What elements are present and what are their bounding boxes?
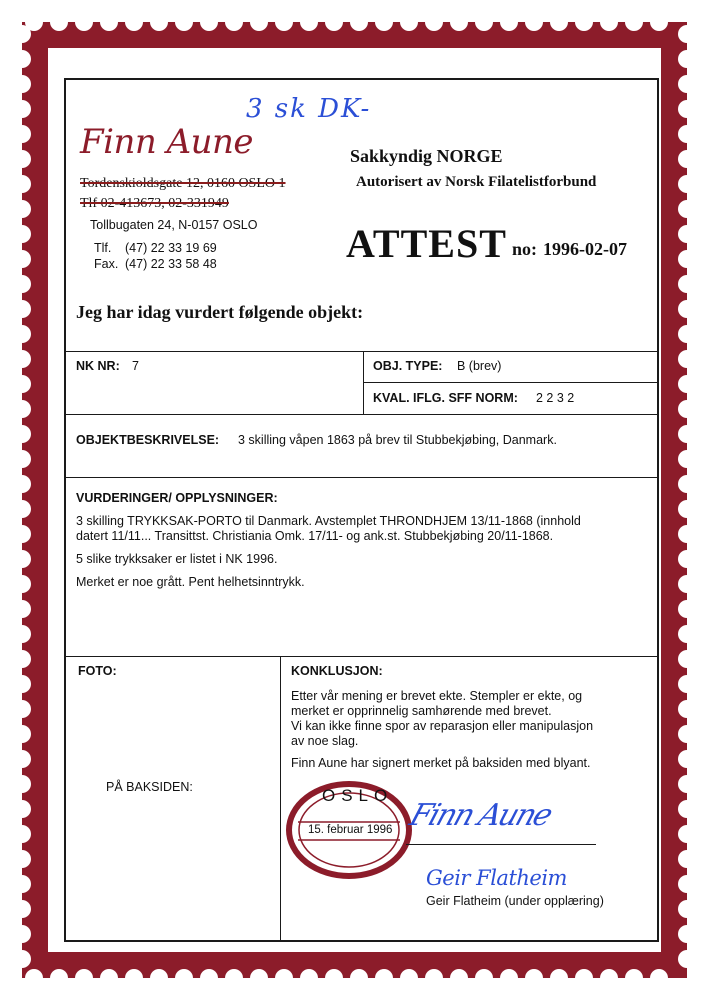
- table-rule: [66, 477, 657, 478]
- seal-city: OSLO: [322, 786, 394, 805]
- conclusion-line: av noe slag.: [291, 734, 359, 748]
- handwritten-note: 3 sk DK-: [246, 94, 372, 124]
- table-rule: [66, 656, 657, 657]
- fax-number: (47) 22 33 58 48: [125, 257, 217, 271]
- signature-geir-flatheim: Geir Flatheim: [426, 866, 567, 890]
- assessment-line: 3 skilling TRYKKSAK-PORTO til Danmark. Avstemplet THRONDHJEM 13/11-1868 (innhold: [76, 514, 581, 528]
- photo-label: FOTO:: [78, 664, 117, 678]
- certificate-number-label: no:: [512, 239, 538, 259]
- object-type-value: B (brev): [457, 359, 502, 373]
- conclusion-line: Etter vår mening er brevet ekte. Stempler er ekte, og: [291, 689, 583, 703]
- assessment-label: VURDERINGER/ OPPLYSNINGER:: [76, 491, 278, 505]
- certificate-number: 1996-02-07: [543, 239, 627, 259]
- description-text: 3 skilling våpen 1863 på brev til Stubbekjøbing, Danmark.: [238, 433, 557, 447]
- conclusion-line: Vi kan ikke finne spor av reparasjon eller manipulasjon: [291, 719, 594, 733]
- company-address: Tollbugaten 24, N-0157 OSLO: [90, 218, 258, 232]
- expert-title: Sakkyndig NORGE: [350, 146, 503, 166]
- signature-caption: Geir Flatheim (under opplæring): [426, 894, 604, 908]
- nk-number-label: NK NR:: [76, 359, 120, 373]
- company-logo: Finn Aune: [80, 122, 254, 162]
- nk-number-value: 7: [132, 359, 139, 373]
- quality-value: 2 2 3 2: [536, 391, 575, 405]
- assessment-line: Merket er noe grått. Pent helhetsinntrykk.: [76, 575, 305, 589]
- old-address: Tordenskioldsgate 12, 0160 OSLO 1: [80, 176, 286, 191]
- conclusion-line: merket er opprinnelig samhørende med brevet.: [291, 704, 552, 718]
- table-rule: [363, 382, 657, 383]
- certificate-title: ATTEST: [346, 221, 507, 266]
- table-divider: [280, 656, 281, 942]
- assessment-line: 5 slike trykksaker er listet i NK 1996.: [76, 552, 278, 566]
- table-rule: [66, 351, 657, 352]
- table-rule: [66, 414, 657, 415]
- authorized-by: Autorisert av Norsk Filatelistforbund: [356, 174, 597, 190]
- intro-statement: Jeg har idag vurdert følgende objekt:: [76, 302, 364, 322]
- conclusion-line: Finn Aune har signert merket på baksiden med blyant.: [291, 756, 591, 770]
- quality-label: KVAL. IFLG. SFF NORM:: [373, 391, 518, 405]
- object-type-label: OBJ. TYPE:: [373, 359, 443, 373]
- signature-line: [406, 844, 596, 845]
- certificate-sheet: [64, 78, 659, 942]
- oslo-seal: [284, 780, 414, 880]
- signature-finn-aune: Finn Aune: [405, 798, 556, 833]
- photo-note: PÅ BAKSIDEN:: [106, 780, 193, 794]
- conclusion-label: KONKLUSJON:: [291, 664, 383, 678]
- seal-date: 15. februar 1996: [308, 824, 393, 836]
- old-phone: Tlf 02-413673, 02-331949: [80, 196, 229, 211]
- table-divider: [363, 351, 364, 414]
- phone-number: (47) 22 33 19 69: [125, 241, 217, 255]
- fax-label: Fax.: [94, 257, 119, 271]
- phone-label: Tlf.: [94, 241, 112, 255]
- assessment-line: datert 11/11... Transittst. Christiania Omk. 17/11- og ank.st. Stubbekjøbing 20/11-1868.: [76, 529, 554, 543]
- description-label: OBJEKTBESKRIVELSE:: [76, 433, 220, 447]
